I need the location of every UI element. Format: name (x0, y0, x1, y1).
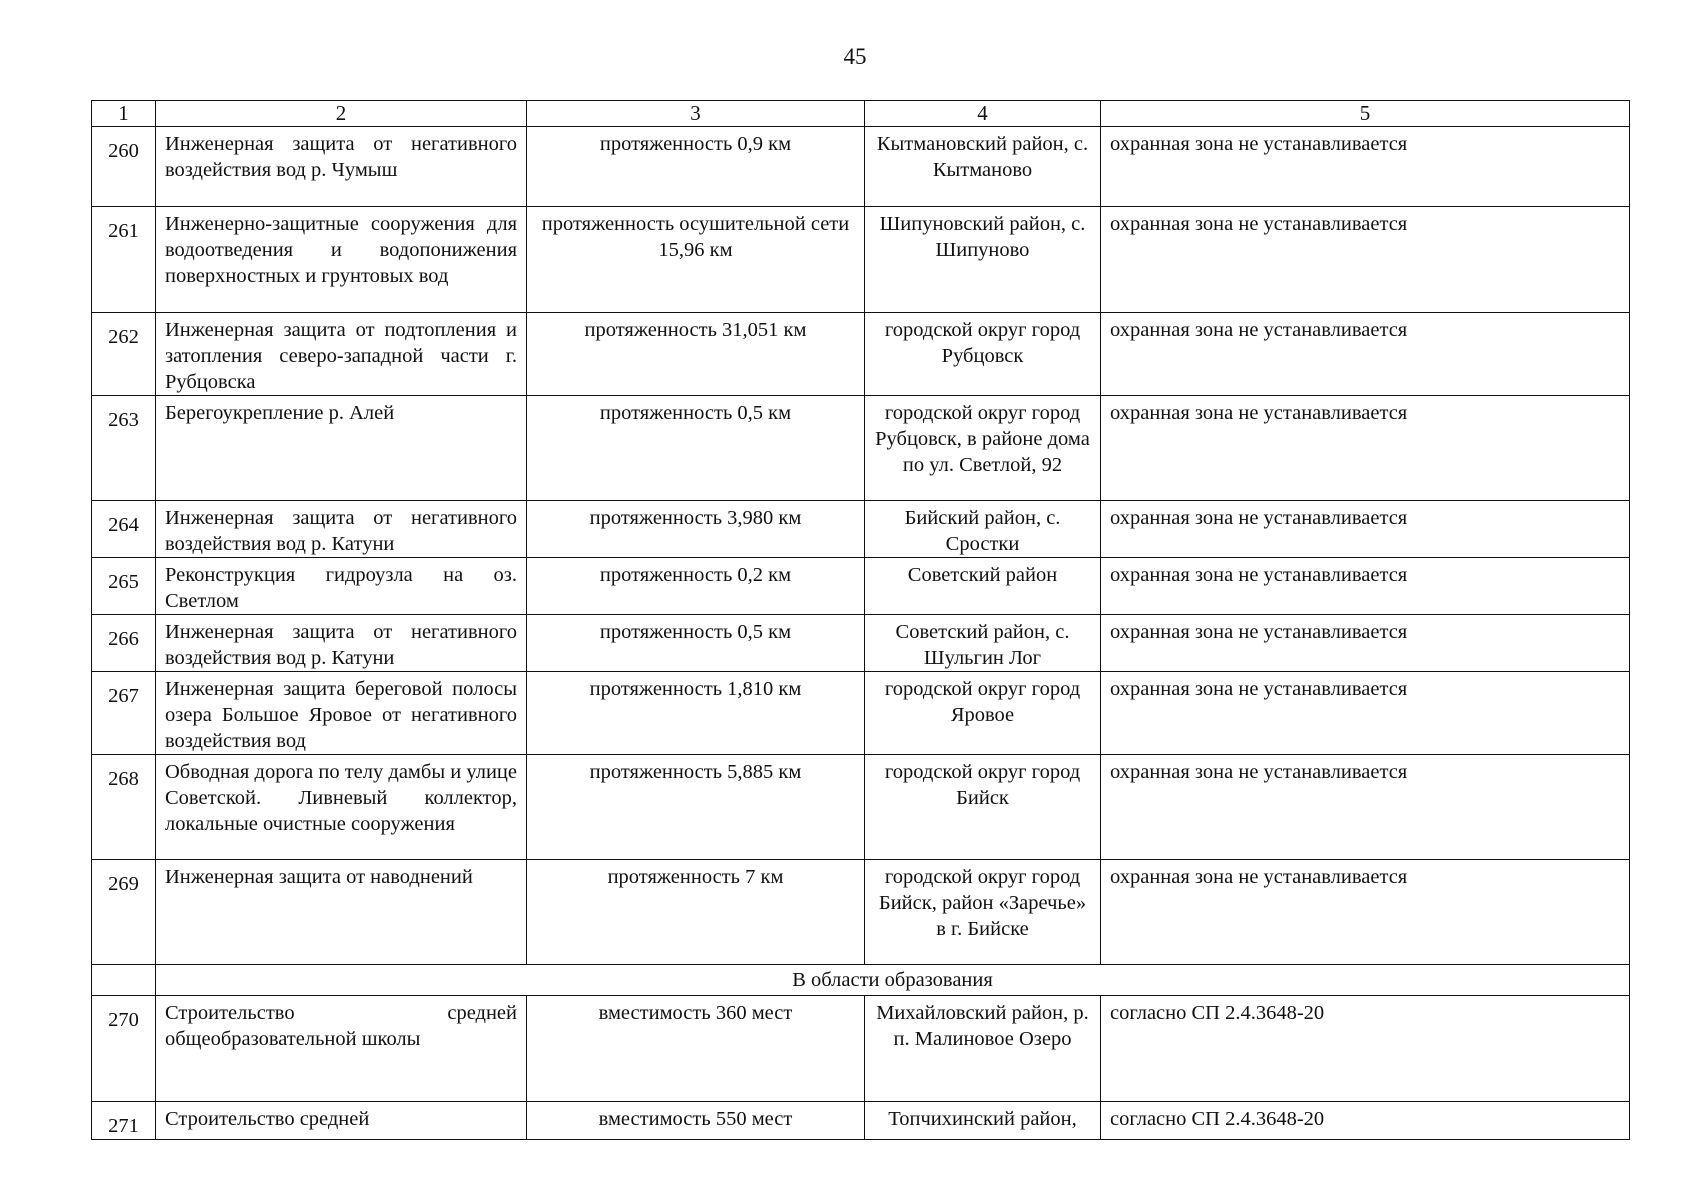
protection-zone: согласно СП 2.4.3648-20 (1101, 996, 1630, 1102)
object-name: Строительство средней общеобразовательной школы (156, 996, 527, 1102)
object-name: Реконструкция гидроузла на оз. Светлом (156, 558, 527, 615)
object-location: Кытмановский район, с. Кытманово (865, 127, 1101, 207)
object-capacity: протяженность 0,5 км (527, 396, 865, 501)
object-location: городской округ город Рубцовск (865, 313, 1101, 396)
protection-zone: охранная зона не устанавливается (1101, 672, 1630, 755)
row-number: 267 (92, 672, 156, 755)
object-location: городской округ город Яровое (865, 672, 1101, 755)
object-name: Берегоукрепление р. Алей (156, 396, 527, 501)
column-header-5: 5 (1101, 101, 1630, 127)
objects-table (91, 100, 1630, 1140)
column-header-2: 2 (156, 101, 527, 127)
table-row (92, 860, 1630, 965)
object-capacity: протяженность 1,810 км (527, 672, 865, 755)
protection-zone: согласно СП 2.4.3648-20 (1101, 1102, 1630, 1140)
object-capacity: протяженность 5,885 км (527, 755, 865, 860)
table-row (92, 396, 1630, 501)
object-location: городской округ город Бийск (865, 755, 1101, 860)
object-location: Советский район, с. Шульгин Лог (865, 615, 1101, 672)
table-row (92, 1102, 1630, 1140)
protection-zone: охранная зона не устанавливается (1101, 313, 1630, 396)
row-number: 263 (92, 396, 156, 501)
table-row (92, 127, 1630, 207)
table-row (92, 207, 1630, 313)
object-name: Инженерная защита от негативного воздействия вод р. Чумыш (156, 127, 527, 207)
object-name: Обводная дорога по телу дамбы и улице Советской. Ливневый коллектор, локальные очистные сооружения (156, 755, 527, 860)
row-number: 269 (92, 860, 156, 965)
object-name: Инженерная защита от наводнений (156, 860, 527, 965)
row-number: 261 (92, 207, 156, 313)
protection-zone: охранная зона не устанавливается (1101, 615, 1630, 672)
column-header-1: 1 (92, 101, 156, 127)
object-capacity: протяженность 0,2 км (527, 558, 865, 615)
object-location: Бийский район, с. Сростки (865, 501, 1101, 558)
table-row (92, 615, 1630, 672)
row-number: 268 (92, 755, 156, 860)
object-name: Строительство средней (156, 1102, 527, 1140)
object-name: Инженерная защита береговой полосы озера Большое Яровое от негативного воздействия вод (156, 672, 527, 755)
object-capacity: протяженность 31,051 км (527, 313, 865, 396)
table-row (92, 755, 1630, 860)
column-header-4: 4 (865, 101, 1101, 127)
object-capacity: протяженность 0,9 км (527, 127, 865, 207)
protection-zone: охранная зона не устанавливается (1101, 207, 1630, 313)
protection-zone: охранная зона не устанавливается (1101, 396, 1630, 501)
object-location: Советский район (865, 558, 1101, 615)
object-capacity: вместимость 360 мест (527, 996, 865, 1102)
object-location: городской округ город Бийск, район «Заречье» в г. Бийске (865, 860, 1101, 965)
object-capacity: протяженность 3,980 км (527, 501, 865, 558)
table-row (92, 996, 1630, 1102)
object-location: городской округ город Рубцовск, в районе дома по ул. Светлой, 92 (865, 396, 1101, 501)
object-capacity: протяженность 0,5 км (527, 615, 865, 672)
protection-zone: охранная зона не устанавливается (1101, 755, 1630, 860)
section-number-cell (92, 965, 156, 996)
object-name: Инженерно-защитные сооружения для водоотведения и водопонижения поверхностных и грунтовых вод (156, 207, 527, 313)
table-row (92, 672, 1630, 755)
column-header-3: 3 (527, 101, 865, 127)
object-capacity: вместимость 550 мест (527, 1102, 865, 1140)
table-row (92, 501, 1630, 558)
header-row (92, 101, 1630, 127)
page-number: 45 (843, 44, 867, 69)
protection-zone: охранная зона не устанавливается (1101, 860, 1630, 965)
protection-zone: охранная зона не устанавливается (1101, 558, 1630, 615)
row-number: 271 (92, 1102, 156, 1140)
protection-zone: охранная зона не устанавливается (1101, 127, 1630, 207)
protection-zone: охранная зона не устанавливается (1101, 501, 1630, 558)
object-name: Инженерная защита от подтопления и затопления северо-западной части г. Рубцовска (156, 313, 527, 396)
object-name: Инженерная защита от негативного воздействия вод р. Катуни (156, 615, 527, 672)
row-number: 260 (92, 127, 156, 207)
object-name: Инженерная защита от негативного воздействия вод р. Катуни (156, 501, 527, 558)
object-capacity: протяженность 7 км (527, 860, 865, 965)
object-location: Топчихинский район, (865, 1102, 1101, 1140)
table-row (92, 558, 1630, 615)
object-location: Шипуновский район, с. Шипуново (865, 207, 1101, 313)
row-number: 265 (92, 558, 156, 615)
row-number: 270 (92, 996, 156, 1102)
object-capacity: протяженность осушительной сети 15,96 км (527, 207, 865, 313)
row-number: 266 (92, 615, 156, 672)
section-row (92, 965, 1630, 996)
row-number: 264 (92, 501, 156, 558)
section-title: В области образования (156, 965, 1630, 996)
table-row (92, 313, 1630, 396)
row-number: 262 (92, 313, 156, 396)
object-location: Михайловский район, р. п. Малиновое Озеро (865, 996, 1101, 1102)
